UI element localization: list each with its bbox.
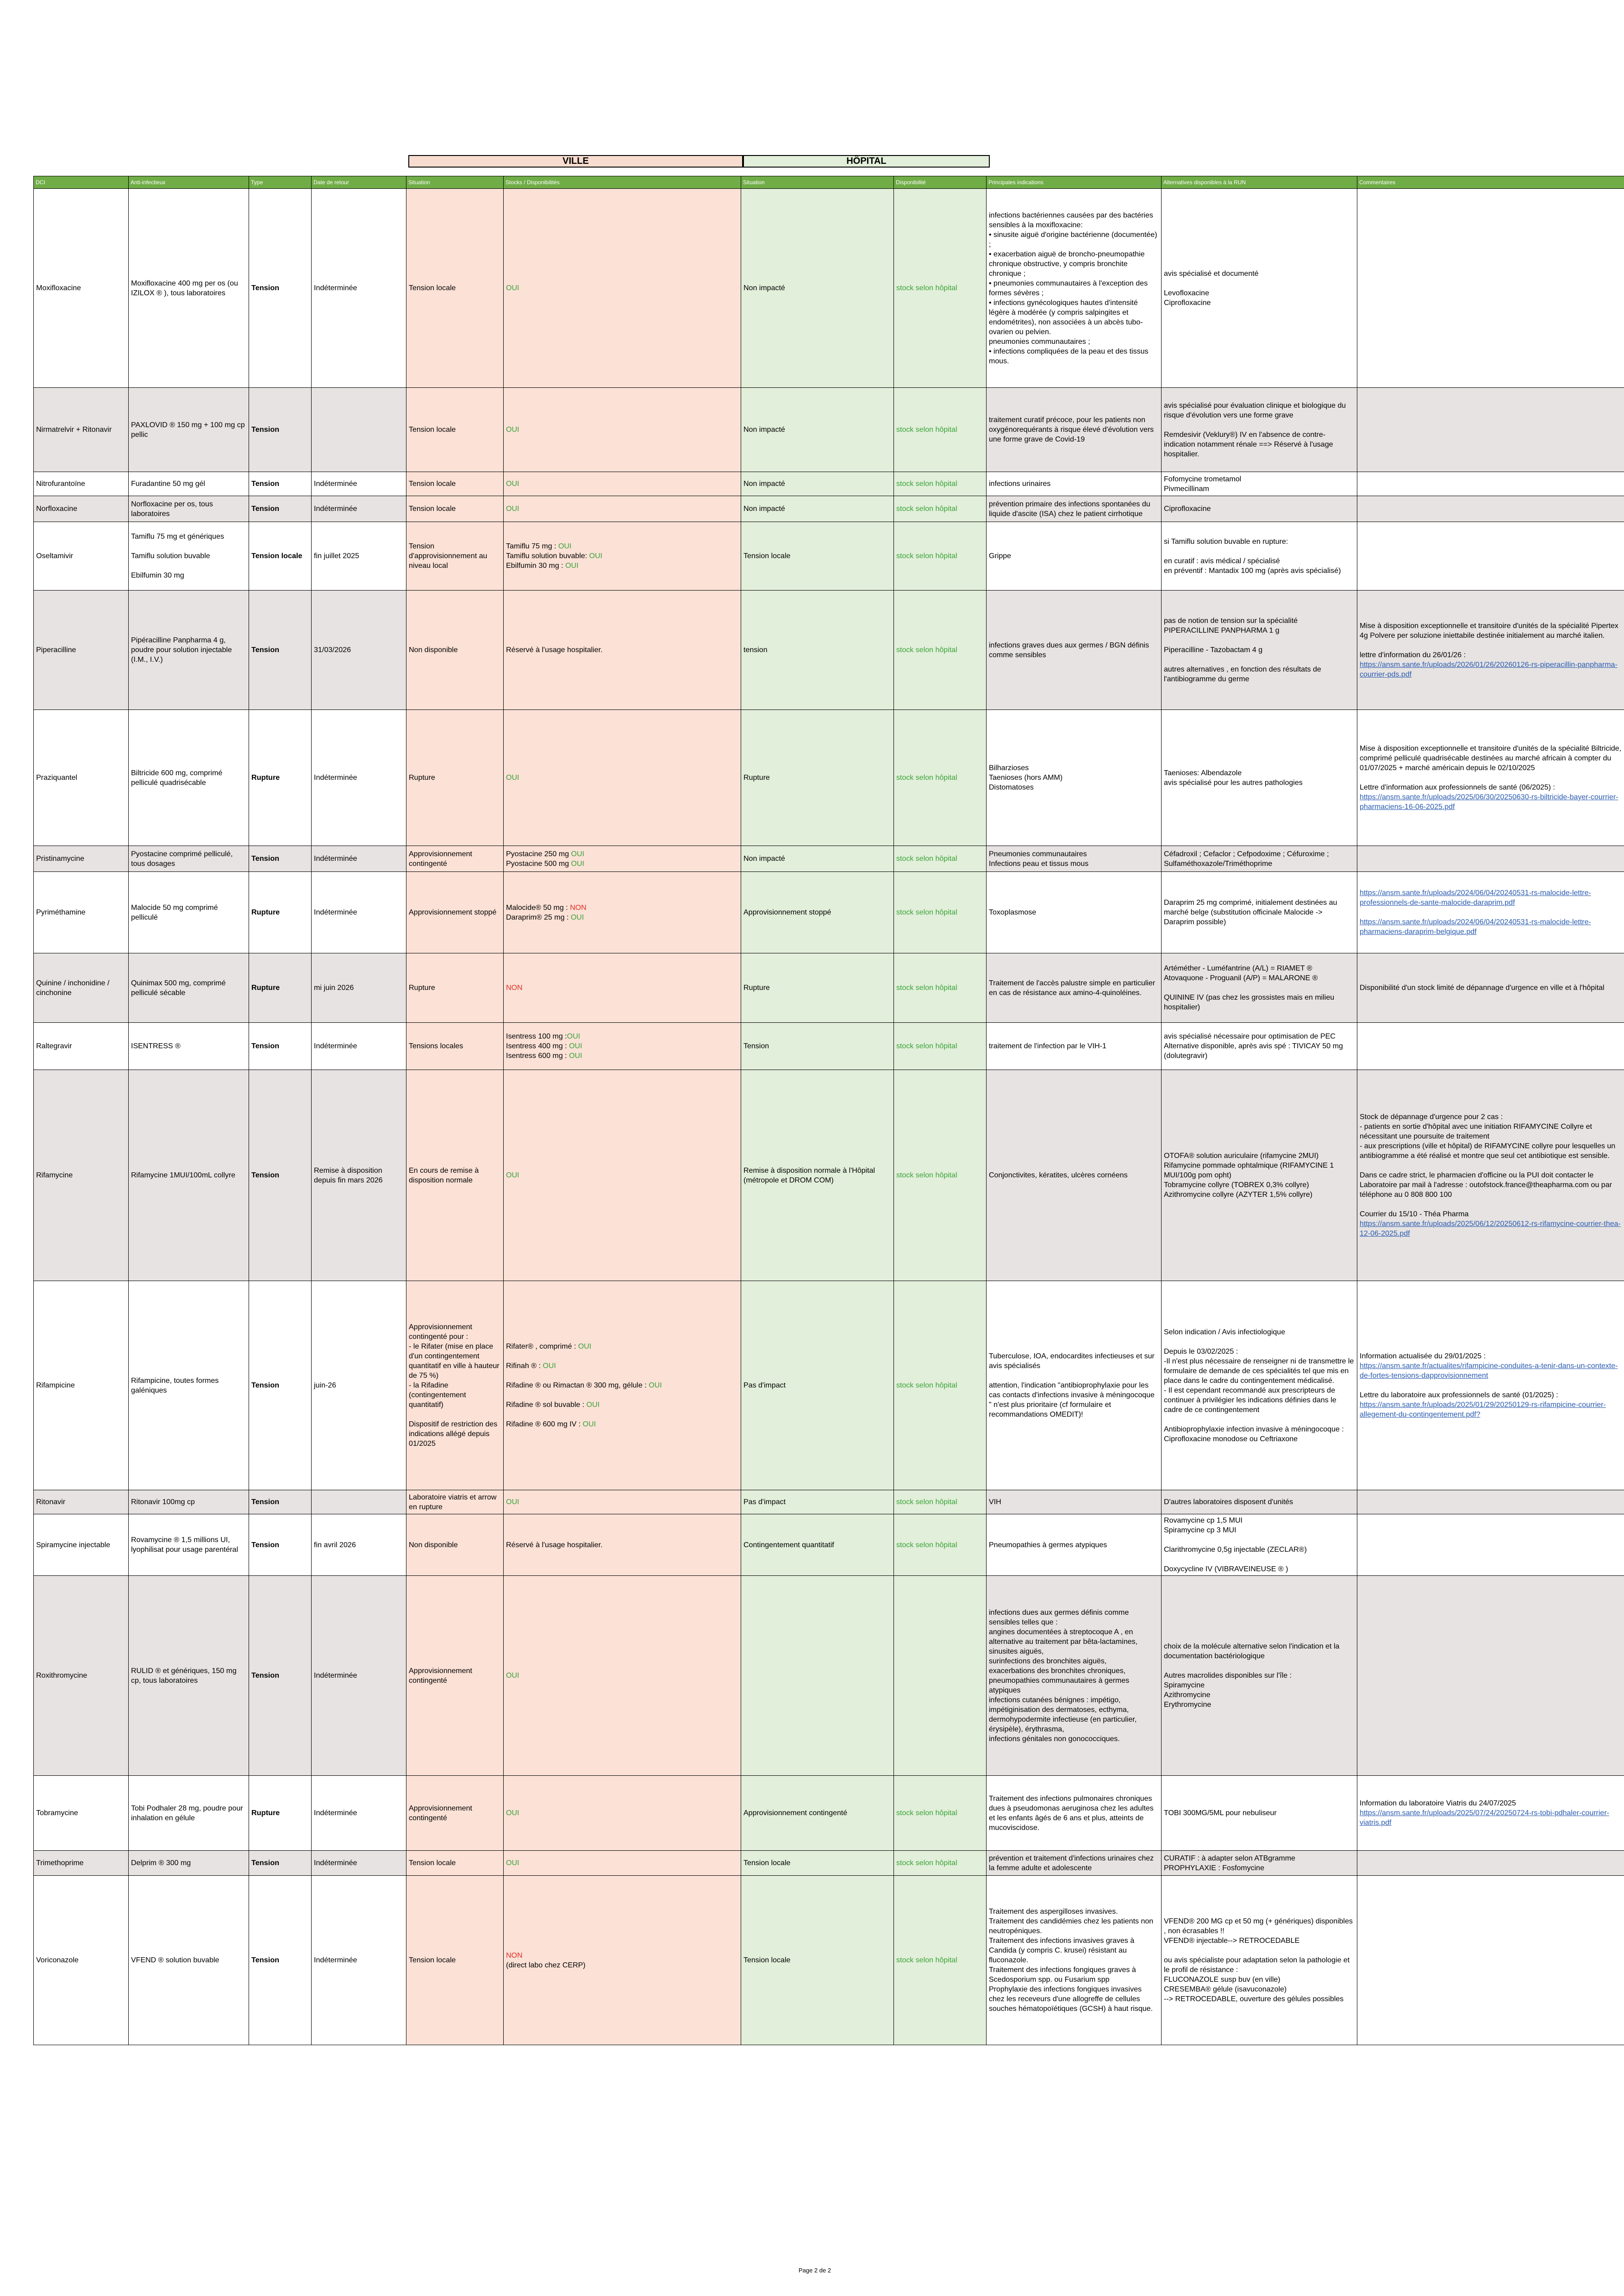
type-cell: Tension — [249, 496, 312, 522]
dci-cell: Norfloxacine — [34, 496, 129, 522]
date-cell — [312, 388, 406, 472]
commentaires-cell: https://ansm.sante.fr/uploads/2024/06/04/20240531-rs-malocide-lettre-professionnels-de-sante-malocide-daraprim.pdf https://ansm.sante.fr/uploads/2024/06/04/20240531-rs-malocide-lettre-pharmaciens-daraprim-belgique.pdf — [1357, 872, 1624, 953]
table-row — [34, 1023, 1624, 1070]
stock-cell: OUI — [504, 710, 741, 846]
anti-cell: Biltricide 600 mg, comprimé pelliculé quadrisécable — [129, 710, 249, 846]
situation-hopital-cell: Tension — [741, 1023, 894, 1070]
situation-ville-cell: Tension locale — [406, 496, 504, 522]
commentaires-cell: Mise à disposition exceptionnelle et transitoire d'unités de la spécialité Biltricide, comprimé pelliculé quadrisécable destinées au marché africain à compter du 01/07/2025 + marché américain depuis le 02/10/2025 Lettre d'information aux professionnels de santé (06/2025) : https://ansm.sante.fr/uploads/2025/06/30/20250630-rs-biltricide-bayer-courrier-pharmaciens-16-06-2025.pdf — [1357, 710, 1624, 846]
date-cell — [312, 1490, 406, 1514]
dci-cell: Pristinamycine — [34, 846, 129, 872]
date-cell: Indéterminée — [312, 496, 406, 522]
anti-cell: VFEND ® solution buvable — [129, 1876, 249, 2045]
col-stocks: Stocks / Disponibilités — [504, 176, 741, 189]
table-row — [34, 591, 1624, 710]
situation-hopital-cell: Non impacté — [741, 496, 894, 522]
situation-hopital-cell: Non impacté — [741, 472, 894, 496]
alternatives-cell: Fofomycine trometamol Pivmecillinam — [1162, 472, 1357, 496]
dispo-cell: stock selon hôpital — [894, 1023, 987, 1070]
dci-cell: Oseltamivir — [34, 522, 129, 591]
dci-cell: Rifampicine — [34, 1281, 129, 1490]
commentaires-cell — [1357, 388, 1624, 472]
date-cell: Remise à disposition depuis fin mars 2026 — [312, 1070, 406, 1281]
col-date: Date de retour — [312, 176, 406, 189]
indications-cell: Pneumopathies à germes atypiques — [987, 1514, 1162, 1576]
page-footer: Page 2 de 2 — [798, 2267, 831, 2274]
situation-hopital-cell: Tension locale — [741, 522, 894, 591]
indications-cell: Tuberculose, IOA, endocardites infectieuses et sur avis spécialisés attention, l'indication "antibioprophylaxie pour les cas contacts d'infections invasive à méningocoque " n'est plus prioritaire (cf formulaire et recommandations OMEDIT)! — [987, 1281, 1162, 1490]
alternatives-cell: Daraprim 25 mg comprimé, initialement destinées au marché belge (substitution officinale Malocide -> Daraprim possible) — [1162, 872, 1357, 953]
situation-hopital-cell: Pas d'impact — [741, 1281, 894, 1490]
commentaires-cell — [1357, 522, 1624, 591]
anti-cell: Tobi Podhaler 28 mg, poudre pour inhalation en gélule — [129, 1776, 249, 1851]
alternatives-cell: Selon indication / Avis infectiologique Depuis le 03/02/2025 : -Il n'est plus nécessaire de renseigner ni de transmettre le formulaire de demande de ces spécialités tel que mis en place dans le cadre du contingentement médicalisé. - Il est cependant recommandé aux prescripteurs de continuer à privilégier les indications définies dans le cadre de ce contingentement Antibioprophylaxie infection invasive à méningocoque : Ciprofloxacine monodose ou Ceftriaxone — [1162, 1281, 1357, 1490]
commentaires-cell — [1357, 1514, 1624, 1576]
anti-cell: Delprim ® 300 mg — [129, 1851, 249, 1876]
situation-hopital-cell: Rupture — [741, 710, 894, 846]
dispo-cell: stock selon hôpital — [894, 710, 987, 846]
situation-ville-cell: Tensions locales — [406, 1023, 504, 1070]
table-row — [34, 1576, 1624, 1776]
indications-cell: infections dues aux germes définis comme sensibles telles que : angines documentées à streptocoque A , en alternative au traitement par bêta-lactamines, sinusites aiguës, surinfections des bronchites aiguës, exacerbations des bronchites chroniques, pneumopathies communautaires à germes atypiques infections cutanées bénignes : impétigo, impétiginisation des dermatoses, ecthyma, dermohypodermite infectieuse (en particulier, érysipèle), érythrasma, infections génitales non gonococciques. — [987, 1576, 1162, 1776]
alternatives-cell: Artéméther - Luméfantrine (A/L) = RIAMET ® Atovaquone - Proguanil (A/P) = MALARONE ® QUININE IV (pas chez les grossistes mais en milieu hospitalier) — [1162, 953, 1357, 1023]
indications-cell: prévention primaire des infections spontanées du liquide d'ascite (ISA) chez le patient cirrhotique — [987, 496, 1162, 522]
stock-cell: OUI — [504, 472, 741, 496]
table-row — [34, 1776, 1624, 1851]
indications-cell: infections urinaires — [987, 472, 1162, 496]
situation-ville-cell: Approvisionnement contingenté — [406, 846, 504, 872]
alternatives-cell: avis spécialisé et documenté Levofloxacine Ciprofloxacine — [1162, 189, 1357, 388]
situation-hopital-cell: Rupture — [741, 953, 894, 1023]
indications-cell: traitement curatif précoce, pour les patients non oxygénorequérants à risque élevé d'évolution vers une forme grave de Covid-19 — [987, 388, 1162, 472]
alternatives-cell: VFEND® 200 MG cp et 50 mg (+ génériques) disponibles , non écrasables !! VFEND® injectable--> RETROCEDABLE ou avis spécialiste pour adaptation selon la pathologie et le profil de résistance : FLUCONAZOLE susp buv (en ville) CRESEMBA® gélule (isavuconazole) --> RETROCEDABLE, ouverture des gélules possibles — [1162, 1876, 1357, 2045]
date-cell: Indéterminée — [312, 1876, 406, 2045]
dispo-cell: stock selon hôpital — [894, 496, 987, 522]
type-cell: Tension — [249, 591, 312, 710]
dispo-cell: stock selon hôpital — [894, 1070, 987, 1281]
table-row — [34, 872, 1624, 953]
situation-ville-cell: Tension locale — [406, 472, 504, 496]
stock-cell: OUI — [504, 496, 741, 522]
alternatives-cell: pas de notion de tension sur la spécialité PIPERACILLINE PANPHARMA 1 g Piperacilline - Tazobactam 4 g autres alternatives , en fonction des résultats de l'antibiogramme du germe — [1162, 591, 1357, 710]
alternatives-cell: Rovamycine cp 1,5 MUI Spiramycine cp 3 MUI Clarithromycine 0,5g injectable (ZECLAR®) Doxycycline IV (VIBRAVEINEUSE ® ) — [1162, 1514, 1357, 1576]
dispo-cell — [894, 1576, 987, 1776]
situation-ville-cell: Rupture — [406, 710, 504, 846]
stock-cell: Pyostacine 250 mg OUI Pyostacine 500 mg OUI — [504, 846, 741, 872]
dci-cell: Voriconazole — [34, 1876, 129, 2045]
dci-cell: Trimethoprime — [34, 1851, 129, 1876]
dispo-cell: stock selon hôpital — [894, 1514, 987, 1576]
anti-cell: Quinimax 500 mg, comprimé pelliculé sécable — [129, 953, 249, 1023]
situation-ville-cell: En cours de remise à disposition normale — [406, 1070, 504, 1281]
dispo-cell: stock selon hôpital — [894, 1776, 987, 1851]
dci-cell: Ritonavir — [34, 1490, 129, 1514]
situation-ville-cell: Approvisionnement contingenté pour : - le Rifater (mise en place d'un contingentement quantitatif en ville à hauteur de 75 %) - la Rifadine (contingentement quantitatif) Dispositif de restriction des indications allégé depuis 01/2025 — [406, 1281, 504, 1490]
table-row — [34, 1514, 1624, 1576]
type-cell: Tension — [249, 1023, 312, 1070]
commentaires-cell: Information du laboratoire Viatris du 24/07/2025 https://ansm.sante.fr/uploads/2025/07/24/20250724-rs-tobi-pdhaler-courrier-viatris.pdf — [1357, 1776, 1624, 1851]
date-cell: Indéterminée — [312, 1576, 406, 1776]
type-cell: Rupture — [249, 1776, 312, 1851]
dispo-cell: stock selon hôpital — [894, 1851, 987, 1876]
date-cell: Indéterminée — [312, 846, 406, 872]
situation-ville-cell: Non disponible — [406, 591, 504, 710]
col-dispo: Disponibilité — [894, 176, 987, 189]
commentaires-cell — [1357, 496, 1624, 522]
stock-cell: Tamiflu 75 mg : OUI Tamiflu solution buvable: OUI Ebilfumin 30 mg : OUI — [504, 522, 741, 591]
situation-hopital-cell: tension — [741, 591, 894, 710]
dispo-cell: stock selon hôpital — [894, 472, 987, 496]
stock-cell: OUI — [504, 388, 741, 472]
indications-cell: Bilharzioses Taenioses (hors AMM) Distomatoses — [987, 710, 1162, 846]
alternatives-cell: Ciprofloxacine — [1162, 496, 1357, 522]
table-row — [34, 388, 1624, 472]
type-cell: Tension — [249, 1281, 312, 1490]
table-row — [34, 472, 1624, 496]
col-situation-hopital: Situation — [741, 176, 894, 189]
date-cell: Indéterminée — [312, 872, 406, 953]
type-cell: Tension — [249, 846, 312, 872]
situation-ville-cell: Non disponible — [406, 1514, 504, 1576]
table-row — [34, 1070, 1624, 1281]
table-row — [34, 1851, 1624, 1876]
commentaires-cell — [1357, 1023, 1624, 1070]
table-row — [34, 1281, 1624, 1490]
alternatives-cell: choix de la molécule alternative selon l'indication et la documentation bactériologique Autres macrolides disponibles sur l'île : Spiramycine Azithromycine Erythromycine — [1162, 1576, 1357, 1776]
dci-cell: Piperacilline — [34, 591, 129, 710]
dci-cell: Nitrofurantoïne — [34, 472, 129, 496]
dci-cell: Spiramycine injectable — [34, 1514, 129, 1576]
stock-cell: Malocide® 50 mg : NON Daraprim® 25 mg : OUI — [504, 872, 741, 953]
date-cell: Indéterminée — [312, 472, 406, 496]
dci-cell: Roxithromycine — [34, 1576, 129, 1776]
situation-hopital-cell: Non impacté — [741, 189, 894, 388]
type-cell: Tension — [249, 1876, 312, 2045]
anti-cell: PAXLOVID ® 150 mg + 100 mg cp pellic — [129, 388, 249, 472]
dci-cell: Moxifloxacine — [34, 189, 129, 388]
commentaires-cell — [1357, 189, 1624, 388]
situation-hopital-cell: Approvisionnement stoppé — [741, 872, 894, 953]
alternatives-cell: si Tamiflu solution buvable en rupture: en curatif : avis médical / spécialisé en préventif : Mantadix 100 mg (après avis spécialisé) — [1162, 522, 1357, 591]
table-row — [34, 953, 1624, 1023]
anti-cell: RULID ® et génériques, 150 mg cp, tous laboratoires — [129, 1576, 249, 1776]
type-cell: Tension — [249, 472, 312, 496]
situation-ville-cell: Tension locale — [406, 189, 504, 388]
date-cell: Indéterminée — [312, 1023, 406, 1070]
indications-cell: Grippe — [987, 522, 1162, 591]
anti-cell: Moxifloxacine 400 mg per os (ou IZILOX ® ), tous laboratoires — [129, 189, 249, 388]
dispo-cell: stock selon hôpital — [894, 1490, 987, 1514]
indications-cell: Traitement des infections pulmonaires chroniques dues à pseudomonas aeruginosa chez les adultes et les enfants âgés de 6 ans et plus, atteints de mucoviscidose. — [987, 1776, 1162, 1851]
type-cell: Tension — [249, 1490, 312, 1514]
dispo-cell: stock selon hôpital — [894, 522, 987, 591]
type-cell: Tension locale — [249, 522, 312, 591]
alternatives-cell: Taenioses: Albendazole avis spécialisé pour les autres pathologies — [1162, 710, 1357, 846]
alternatives-cell: CURATIF : à adapter selon ATBgramme PROPHYLAXIE : Fosfomycine — [1162, 1851, 1357, 1876]
type-cell: Rupture — [249, 872, 312, 953]
col-commentaires: Commentaires — [1357, 176, 1624, 189]
stock-cell: OUI — [504, 1851, 741, 1876]
col-anti: Anti-infectieux — [129, 176, 249, 189]
date-cell: Indéterminée — [312, 189, 406, 388]
alternatives-cell: avis spécialisé pour évaluation clinique et biologique du risque d'évolution vers une forme grave Remdesivir (Veklury®) IV en l'absence de contre-indication notamment rénale ==> Réservé à l'usage hospitalier. — [1162, 388, 1357, 472]
dci-cell: Praziquantel — [34, 710, 129, 846]
date-cell: Indéterminée — [312, 1851, 406, 1876]
type-cell: Tension — [249, 1070, 312, 1281]
stock-cell: OUI — [504, 1576, 741, 1776]
hopital-header: HÔPITAL — [743, 155, 990, 168]
indications-cell: infections graves dues aux germes / BGN définis comme sensibles — [987, 591, 1162, 710]
anti-cell: Rifampicine, toutes formes galéniques — [129, 1281, 249, 1490]
anti-cell: Ritonavir 100mg cp — [129, 1490, 249, 1514]
type-cell: Rupture — [249, 953, 312, 1023]
type-cell: Tension — [249, 1576, 312, 1776]
commentaires-cell — [1357, 1876, 1624, 2045]
date-cell: fin avril 2026 — [312, 1514, 406, 1576]
situation-ville-cell: Tension locale — [406, 388, 504, 472]
table-row — [34, 1876, 1624, 2045]
situation-ville-cell: Laboratoire viatris et arrow en rupture — [406, 1490, 504, 1514]
dispo-cell: stock selon hôpital — [894, 872, 987, 953]
situation-ville-cell: Tension d'approvisionnement au niveau local — [406, 522, 504, 591]
anti-cell: Norfloxacine per os, tous laboratoires — [129, 496, 249, 522]
alternatives-cell: TOBI 300MG/5ML pour nebuliseur — [1162, 1776, 1357, 1851]
stock-cell: OUI — [504, 189, 741, 388]
situation-ville-cell: Tension locale — [406, 1851, 504, 1876]
date-cell: Indéterminée — [312, 710, 406, 846]
situation-ville-cell: Tension locale — [406, 1876, 504, 2045]
stock-cell: OUI — [504, 1776, 741, 1851]
commentaires-cell — [1357, 1576, 1624, 1776]
indications-cell: Traitement de l'accès palustre simple en particulier en cas de résistance aux amino-4-quinoléines. — [987, 953, 1162, 1023]
col-indications: Principales indications — [987, 176, 1162, 189]
situation-hopital-cell: Non impacté — [741, 846, 894, 872]
table-row — [34, 189, 1624, 388]
indications-cell: Pneumonies communautaires Infections peau et tissus mous — [987, 846, 1162, 872]
dispo-cell: stock selon hôpital — [894, 388, 987, 472]
anti-cell: Pipéracilline Panpharma 4 g, poudre pour solution injectable (I.M., I.V.) — [129, 591, 249, 710]
situation-hopital-cell: Pas d'impact — [741, 1490, 894, 1514]
situation-ville-cell: Approvisionnement stoppé — [406, 872, 504, 953]
col-situation-ville: Situation — [406, 176, 504, 189]
dispo-cell: stock selon hôpital — [894, 1281, 987, 1490]
indications-cell: VIH — [987, 1490, 1162, 1514]
header-row — [34, 176, 1624, 189]
dci-cell: Raltegravir — [34, 1023, 129, 1070]
stock-cell: NON (direct labo chez CERP) — [504, 1876, 741, 2045]
table-row — [34, 522, 1624, 591]
col-alternatives: Alternatives disponibles à la RUN — [1162, 176, 1357, 189]
situation-hopital-cell: Contingentement quantitatif — [741, 1514, 894, 1576]
dci-cell: Nirmatrelvir + Ritonavir — [34, 388, 129, 472]
anti-cell: Rovamycine ® 1,5 millions UI, lyophilisat pour usage parentéral — [129, 1514, 249, 1576]
col-dci: DCI — [34, 176, 129, 189]
commentaires-cell — [1357, 846, 1624, 872]
commentaires-cell: Disponibilité d'un stock limité de dépannage d'urgence en ville et à l'hôpital — [1357, 953, 1624, 1023]
date-cell: juin-26 — [312, 1281, 406, 1490]
anti-cell: Furadantine 50 mg gél — [129, 472, 249, 496]
dci-cell: Tobramycine — [34, 1776, 129, 1851]
indications-cell: infections bactériennes causées par des bactéries sensibles à la moxifloxacine: • sinusite aiguë d'origine bactérienne (documentée) ; • exacerbation aiguë de broncho-pneumopathie chronique obstructive, y compris bronchite chronique ; • pneumonies communautaires à l'exception des formes sévères ; • infections gynécologiques hautes d'intensité légère à modérée (y compris salpingites et endométrites), non associées à un abcès tubo-ovarien ou pelvien. pneumonies communautaires ; • infections compliquées de la peau et des tissus mous. — [987, 189, 1162, 388]
situation-hopital-cell — [741, 1576, 894, 1776]
situation-ville-cell: Approvisionnement contingenté — [406, 1776, 504, 1851]
type-cell: Rupture — [249, 710, 312, 846]
type-cell: Tension — [249, 1851, 312, 1876]
alternatives-cell: OTOFA® solution auriculaire (rifamycine 2MUI) Rifamycine pommade ophtalmique (RIFAMYCINE 1 MUI/100g pom opht) Tobramycine collyre (TOBREX 0,3% collyre) Azithromycine collyre (AZYTER 1,5% collyre) — [1162, 1070, 1357, 1281]
indications-cell: traitement de l'infection par le VIH-1 — [987, 1023, 1162, 1070]
dci-cell: Pyriméthamine — [34, 872, 129, 953]
alternatives-cell: Céfadroxil ; Cefaclor ; Cefpodoxime ; Céfuroxime ; Sulfaméthoxazole/Triméthoprime — [1162, 846, 1357, 872]
situation-ville-cell: Rupture — [406, 953, 504, 1023]
table-row — [34, 846, 1624, 872]
stock-cell: Réservé à l'usage hospitalier. — [504, 1514, 741, 1576]
anti-cell: Tamiflu 75 mg et génériques Tamiflu solution buvable Ebilfumin 30 mg — [129, 522, 249, 591]
type-cell: Tension — [249, 189, 312, 388]
table-row — [34, 1490, 1624, 1514]
stock-cell: Réservé à l'usage hospitalier. — [504, 591, 741, 710]
dispo-cell: stock selon hôpital — [894, 1876, 987, 2045]
anti-cell: ISENTRESS ® — [129, 1023, 249, 1070]
commentaires-cell: Stock de dépannage d'urgence pour 2 cas : - patients en sortie d'hôpital avec une initiation RIFAMYCINE Collyre et nécessitant une poursuite de traitement - aux prescriptions (ville et hôpital) de RIFAMYCINE collyre pour lesquelles un antibiogramme a été réalisé et montre que seul cet antibiotique est sensible. Dans ce cadre strict, le pharmacien d'officine ou la PUI doit contacter le Laboratoire par mail à l'adresse : outofstock.france@theapharma.com ou par téléphone au 0 808 800 100 Courrier du 15/10 - Théa Pharma https://ansm.sante.fr/uploads/2025/06/12/20250612-rs-rifamycine-courrier-thea-12-06-2025.pdf — [1357, 1070, 1624, 1281]
dci-cell: Quinine / inchonidine / cinchonine — [34, 953, 129, 1023]
situation-hopital-cell: Remise à disposition normale à l'Hôpital (métropole et DROM COM) — [741, 1070, 894, 1281]
situation-ville-cell: Approvisionnement contingenté — [406, 1576, 504, 1776]
stock-cell: OUI — [504, 1490, 741, 1514]
indications-cell: prévention et traitement d'infections urinaires chez la femme adulte et adolescente — [987, 1851, 1162, 1876]
date-cell: Indéterminée — [312, 1776, 406, 1851]
stock-cell: NON — [504, 953, 741, 1023]
dispo-cell: stock selon hôpital — [894, 953, 987, 1023]
anti-cell: Pyostacine comprimé pelliculé, tous dosages — [129, 846, 249, 872]
type-cell: Tension — [249, 1514, 312, 1576]
indications-cell: Conjonctivites, kératites, ulcères cornéens — [987, 1070, 1162, 1281]
situation-hopital-cell: Tension locale — [741, 1876, 894, 2045]
indications-cell: Toxoplasmose — [987, 872, 1162, 953]
commentaires-cell — [1357, 1490, 1624, 1514]
alternatives-cell: avis spécialisé nécessaire pour optimisation de PEC Alternative disponible, après avis spé : TIVICAY 50 mg (dolutegravir) — [1162, 1023, 1357, 1070]
date-cell: mi juin 2026 — [312, 953, 406, 1023]
anti-cell: Malocide 50 mg comprimé pelliculé — [129, 872, 249, 953]
commentaires-cell: Information actualisée du 29/01/2025 : https://ansm.sante.fr/actualites/rifampicine-conduites-a-tenir-dans-un-contexte-de-fortes-tensions-dapprovisionnement Lettre du laboratoire aux professionnels de santé (01/2025) : https://ansm.sante.fr/uploads/2025/01/29/20250129-rs-rifampicine-courrier-allegement-du-contingentement.pdf? — [1357, 1281, 1624, 1490]
stock-cell: Isentress 100 mg :OUI Isentress 400 mg : OUI Isentress 600 mg : OUI — [504, 1023, 741, 1070]
dci-cell: Rifamycine — [34, 1070, 129, 1281]
type-cell: Tension — [249, 388, 312, 472]
dispo-cell: stock selon hôpital — [894, 846, 987, 872]
date-cell: fin juillet 2025 — [312, 522, 406, 591]
dispo-cell: stock selon hôpital — [894, 189, 987, 388]
table-row — [34, 710, 1624, 846]
col-type: Type — [249, 176, 312, 189]
date-cell: 31/03/2026 — [312, 591, 406, 710]
situation-hopital-cell: Non impacté — [741, 388, 894, 472]
ville-header: VILLE — [408, 155, 743, 168]
alternatives-cell: D'autres laboratoires disposent d'unités — [1162, 1490, 1357, 1514]
dispo-cell: stock selon hôpital — [894, 591, 987, 710]
situation-hopital-cell: Approvisionnement contingenté — [741, 1776, 894, 1851]
indications-cell: Traitement des aspergilloses invasives. Traitement des candidémies chez les patients non neutropéniques. Traitement des infections invasives graves à Candida (y compris C. krusei) résistant au fluconazole. Traitement des infections fongiques graves à Scedosporium spp. ou Fusarium spp Prophylaxie des infections fongiques invasives chez les receveurs d'une allogreffe de cellules souches hématopoïétiques (GCSH) à haut risque. — [987, 1876, 1162, 2045]
commentaires-cell: Mise à disposition exceptionnelle et transitoire d'unités de la spécialité Pipertex 4g Polvere per soluzione iniettabile destinée initialement au marché italien. lettre d'information du 26/01/26 : https://ansm.sante.fr/uploads/2026/01/26/20260126-rs-piperacillin-panpharma-courrier-pds.pdf — [1357, 591, 1624, 710]
situation-hopital-cell: Tension locale — [741, 1851, 894, 1876]
stock-cell: Rifater® , comprimé : OUI Rifinah ® : OUI Rifadine ® ou Rimactan ® 300 mg, gélule : OUI Rifadine ® sol buvable : OUI Rifadine ® 600 mg IV : OUI — [504, 1281, 741, 1490]
table-row — [34, 496, 1624, 522]
commentaires-cell — [1357, 472, 1624, 496]
stock-cell: OUI — [504, 1070, 741, 1281]
shortage-table — [33, 176, 1624, 2045]
commentaires-cell — [1357, 1851, 1624, 1876]
anti-cell: Rifamycine 1MUI/100mL collyre — [129, 1070, 249, 1281]
